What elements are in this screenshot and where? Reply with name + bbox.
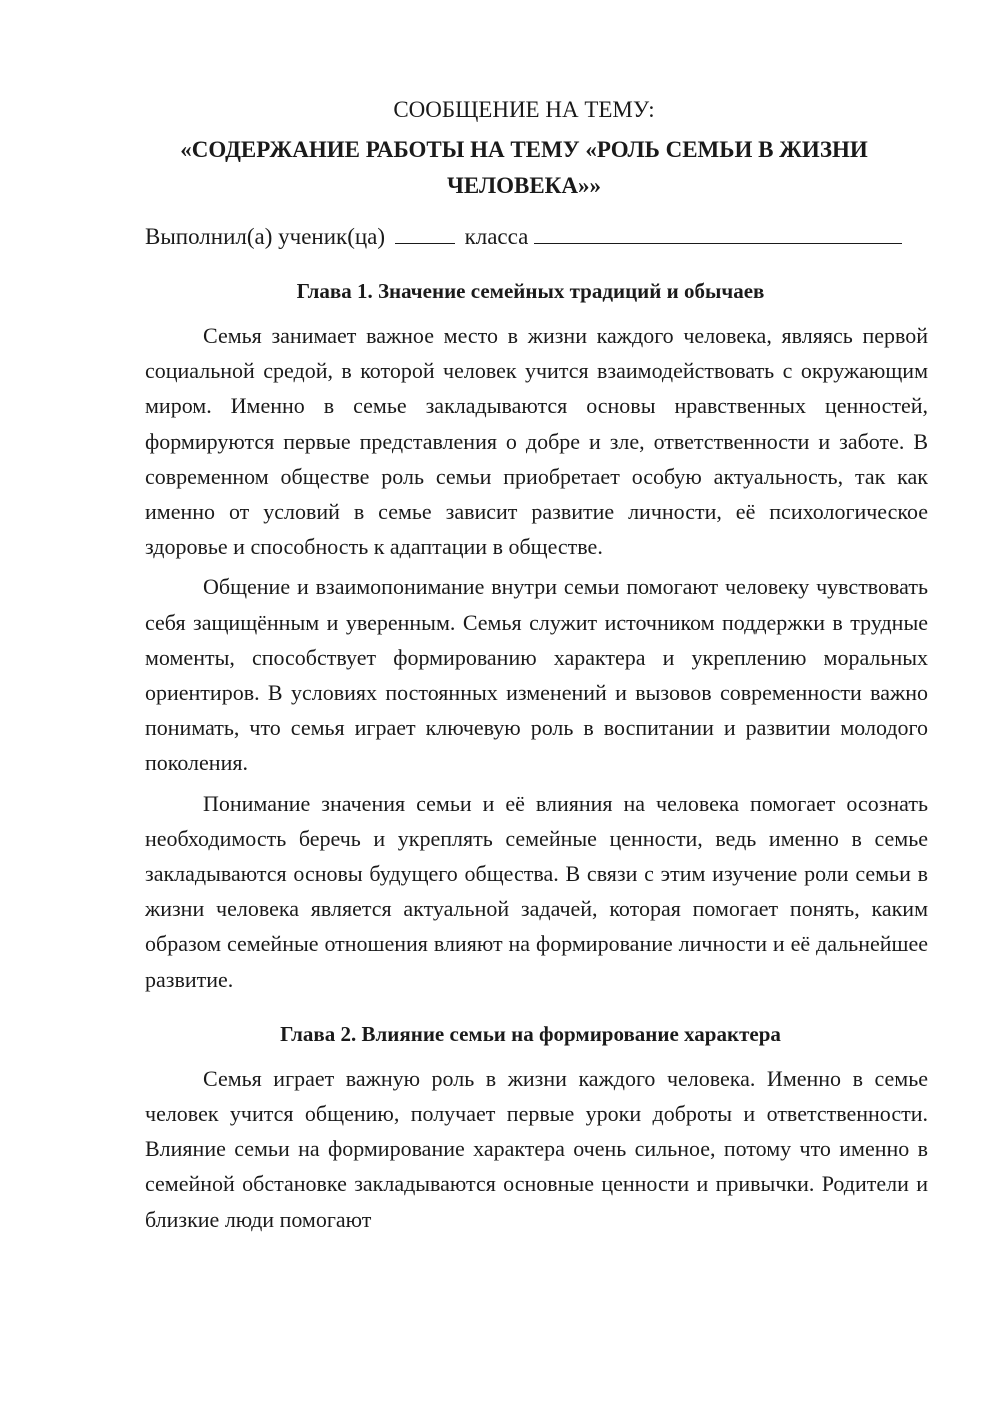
chapter-1-paragraph-2: Общение и взаимопонимание внутри семьи помогают человеку чувствовать себя защищённым и уверенным. Семья служит источником поддержки в трудные моменты, способствует формированию характера и укреплению моральных ориентиров. В условиях постоянных изменений и вызовов современности важно понимать, что семья играет ключевую роль в воспитании и развитии молодого поколения. — [145, 574, 928, 776]
report-type-line: СООБЩЕНИЕ НА ТЕМУ: — [393, 97, 655, 122]
chapter-2-paragraph-1: Семья играет важную роль в жизни каждого человека. Именно в семье человек учится общению, получает первые уроки доброты и ответственности. Влияние семьи на формирование характера очень сильное, потому что именно в семейной обстановке закладываются основные ценности и привычки. Родители и близкие люди помогают — [145, 1065, 928, 1232]
chapter-1-paragraph-3: Понимание значения семьи и её влияния на человека помогает осознать необходимость беречь и укреплять семейные ценности, ведь именно в семье закладываются основы будущего общества. В связи с этим изучение роли семьи в жизни человека является актуальной задачей, которая помогает понять, каким образом семейные отношения влияют на формирование личности и её дальнейшее развитие. — [145, 790, 928, 992]
chapter-2-heading: Глава 2. Влияние семьи на формирование характера — [280, 1021, 781, 1046]
chapter-1-heading: Глава 1. Значение семейных традиций и обычаев — [296, 279, 765, 303]
author-line — [145, 220, 928, 254]
report-title: «СОДЕРЖАНИЕ РАБОТЫ НА ТЕМУ «РОЛЬ СЕМЬИ В ЖИЗНИ ЧЕЛОВЕКА»» — [180, 137, 868, 198]
class-label: класса — [464, 224, 529, 249]
name-blank — [534, 221, 902, 244]
chapter-1-paragraph-1: Семья занимает важное место в жизни каждого человека, являясь первой социальной средой, в которой человек учится взаимодействовать с окружающим миром. Именно в семье закладываются основы нравственных ценностей, формируются первые представления о добре и зле, ответственности и заботе. В современном обществе роль семьи приобретает особую актуальность, так как именно от условий в семье зависит развитие личности, её психологическое здоровье и способность к адаптации в обществе. — [145, 323, 928, 560]
grade-blank — [395, 221, 455, 244]
author-prefix: Выполнил(а) ученик(ца) — [145, 224, 386, 249]
